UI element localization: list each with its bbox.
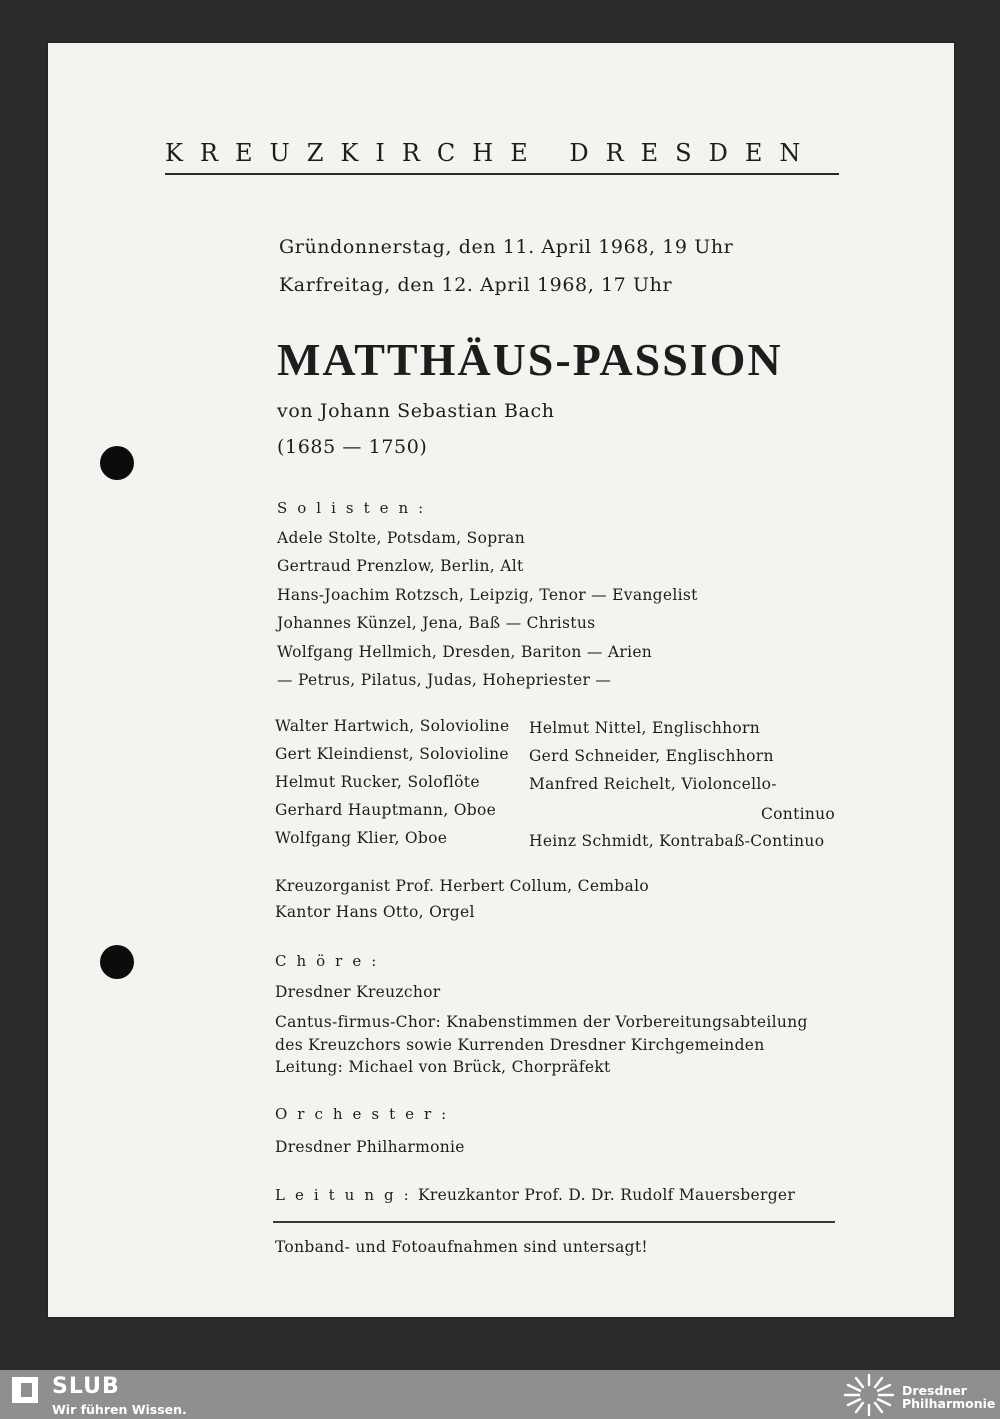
recording-notice: Tonband- und Fotoaufnahmen sind untersagt!: [275, 1238, 648, 1256]
conductor-label: Leitung:: [275, 1186, 419, 1204]
soloist-line: — Petrus, Pilatus, Judas, Hohepriester —: [277, 671, 612, 689]
conductor-line: Kreuzkantor Prof. D. Dr. Rudolf Mauersberger: [418, 1186, 796, 1204]
soloist-line: Wolfgang Hellmich, Dresden, Bariton — Arien: [277, 643, 653, 661]
choir-line: Cantus-firmus-Chor: Knabenstimmen der Vorbereitungsabteilung: [275, 1013, 808, 1031]
footer-bar: [0, 1370, 1000, 1419]
slub-name: SLUB: [52, 1374, 120, 1399]
philharmonie-wordmark: [902, 1384, 995, 1410]
slub-logo-icon: [12, 1377, 38, 1403]
instrumentalist-right: Manfred Reichelt, Violoncello-: [529, 775, 777, 793]
soloist-line: Adele Stolte, Potsdam, Sopran: [277, 529, 525, 547]
choir-line: Leitung: Michael von Brück, Chorpräfekt: [275, 1058, 611, 1076]
instrumentalist-right: Continuo: [761, 805, 836, 823]
soloist-line: Hans-Joachim Rotzsch, Leipzig, Tenor — Evangelist: [277, 586, 698, 604]
philharmonie-logo-icon: [842, 1372, 896, 1418]
instrumentalist-right: Gerd Schneider, Englischhorn: [529, 747, 774, 765]
choirs-heading: Chöre:: [275, 952, 387, 970]
work-title: MATTHÄUS-PASSION: [277, 334, 783, 385]
instrumentalist-right: Heinz Schmidt, Kontrabaß-Continuo: [529, 832, 825, 850]
composer-line: von Johann Sebastian Bach: [277, 400, 555, 422]
choir-line: des Kreuzchors sowie Kurrenden Dresdner Kirchgemeinden: [275, 1036, 765, 1054]
program-sheet: [48, 43, 954, 1317]
philharmonie-line-1: Dresdner: [902, 1383, 967, 1398]
instrumentalist-left: Walter Hartwich, Solovioline: [275, 717, 510, 735]
instrumentalist-left: Gert Kleindienst, Solovioline: [275, 745, 509, 763]
orchestra-line: Dresdner Philharmonie: [275, 1138, 465, 1156]
date-line-1: Gründonnerstag, den 11. April 1968, 19 Uhr: [279, 236, 734, 258]
soloist-line: Gertraud Prenzlow, Berlin, Alt: [277, 557, 524, 575]
instrumentalist-left: Helmut Rucker, Soloflöte: [275, 773, 480, 791]
choir-line: Dresdner Kreuzchor: [275, 983, 441, 1001]
keyboard-line: Kantor Hans Otto, Orgel: [275, 903, 475, 921]
slub-tagline: Wir führen Wissen.: [52, 1402, 187, 1417]
punch-hole-top: [100, 446, 134, 480]
date-line-2: Karfreitag, den 12. April 1968, 17 Uhr: [279, 274, 673, 296]
soloist-line: Johannes Künzel, Jena, Baß — Christus: [277, 614, 596, 632]
punch-hole-bottom: [100, 945, 134, 979]
keyboard-line: Kreuzorganist Prof. Herbert Collum, Cembalo: [275, 877, 649, 895]
instrumentalist-right: Helmut Nittel, Englischhorn: [529, 719, 761, 737]
orchestra-heading: Orchester:: [275, 1105, 457, 1123]
philharmonie-line-2: Philharmonie: [902, 1396, 996, 1411]
instrumentalist-left: Gerhard Hauptmann, Oboe: [275, 801, 497, 819]
soloists-heading: Solisten:: [277, 499, 434, 517]
church-heading: KREUZKIRCHE DRESDEN: [165, 139, 839, 175]
divider-rule: [273, 1221, 835, 1223]
instrumentalist-left: Wolfgang Klier, Oboe: [275, 829, 448, 847]
composer-years: (1685 — 1750): [277, 436, 428, 458]
